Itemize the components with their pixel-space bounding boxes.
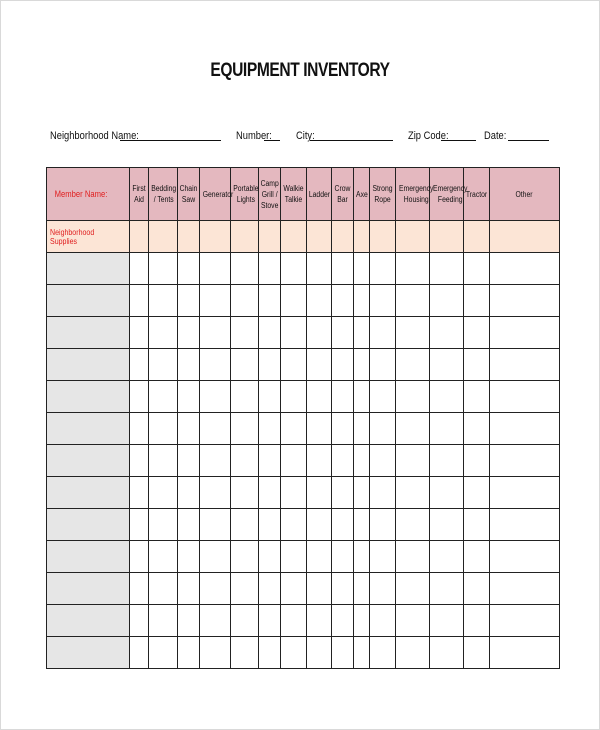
- member-name-cell[interactable]: [47, 541, 130, 573]
- table-cell[interactable]: [259, 381, 281, 413]
- table-cell[interactable]: [332, 541, 354, 573]
- table-cell[interactable]: [307, 413, 332, 445]
- table-cell[interactable]: [130, 253, 149, 285]
- table-cell[interactable]: [130, 637, 149, 669]
- table-cell[interactable]: [130, 413, 149, 445]
- table-row: [47, 445, 560, 477]
- table-cell[interactable]: [178, 445, 200, 477]
- table-cell[interactable]: [259, 317, 281, 349]
- table-cell[interactable]: [178, 477, 200, 509]
- table-cell[interactable]: [464, 541, 490, 573]
- table-cell[interactable]: [130, 477, 149, 509]
- table-cell[interactable]: [149, 637, 178, 669]
- number-label: Number:: [236, 130, 272, 142]
- table-cell[interactable]: [370, 317, 396, 349]
- table-cell[interactable]: [464, 605, 490, 637]
- table-cell[interactable]: [464, 253, 490, 285]
- column-header: Chain Saw: [178, 168, 200, 221]
- table-cell[interactable]: [231, 605, 259, 637]
- table-cell[interactable]: [281, 541, 307, 573]
- table-cell[interactable]: [259, 477, 281, 509]
- table-cell[interactable]: [281, 637, 307, 669]
- table-cell[interactable]: [430, 477, 464, 509]
- table-cell[interactable]: [396, 605, 430, 637]
- table-cell[interactable]: [307, 349, 332, 381]
- column-header: Camp Grill / Stove: [259, 168, 281, 221]
- zip-code-field[interactable]: [408, 130, 456, 142]
- table-row: [47, 413, 560, 445]
- table-cell[interactable]: [130, 605, 149, 637]
- table-cell[interactable]: [490, 253, 560, 285]
- table-row: [47, 509, 560, 541]
- table-cell[interactable]: [430, 541, 464, 573]
- table-cell[interactable]: [259, 445, 281, 477]
- table-cell[interactable]: [370, 381, 396, 413]
- table-cell[interactable]: [130, 221, 149, 253]
- table-cell[interactable]: [430, 253, 464, 285]
- column-header: Crow Bar: [332, 168, 354, 221]
- table-row: [47, 253, 560, 285]
- table-cell[interactable]: [332, 445, 354, 477]
- member-name-cell[interactable]: [47, 349, 130, 381]
- table-cell[interactable]: [149, 253, 178, 285]
- table-cell[interactable]: [430, 637, 464, 669]
- table-cell[interactable]: [490, 221, 560, 253]
- zip-code-line[interactable]: [441, 130, 476, 141]
- table-cell[interactable]: [281, 413, 307, 445]
- member-name-cell[interactable]: [47, 413, 130, 445]
- table-cell[interactable]: [332, 317, 354, 349]
- table-cell[interactable]: [178, 605, 200, 637]
- table-cell[interactable]: [307, 253, 332, 285]
- column-header: Axe: [354, 168, 370, 221]
- table-cell[interactable]: [259, 541, 281, 573]
- page-title: EQUIPMENT INVENTORY: [210, 60, 390, 81]
- table-cell[interactable]: [430, 573, 464, 605]
- table-cell[interactable]: [200, 285, 231, 317]
- inventory-table: [46, 167, 560, 669]
- table-cell[interactable]: [149, 349, 178, 381]
- table-cell[interactable]: [231, 349, 259, 381]
- table-cell[interactable]: [332, 573, 354, 605]
- table-cell[interactable]: [430, 317, 464, 349]
- table-row: [47, 541, 560, 573]
- table-cell[interactable]: [370, 221, 396, 253]
- table-cell[interactable]: [178, 637, 200, 669]
- table-cell[interactable]: [130, 317, 149, 349]
- table-cell[interactable]: [396, 477, 430, 509]
- table-cell[interactable]: [281, 573, 307, 605]
- table-cell[interactable]: [354, 253, 370, 285]
- table-cell[interactable]: [231, 573, 259, 605]
- table-row: [47, 637, 560, 669]
- table-cell[interactable]: [464, 477, 490, 509]
- table-cell[interactable]: [281, 605, 307, 637]
- table-cell[interactable]: [354, 573, 370, 605]
- table-cell[interactable]: [354, 637, 370, 669]
- table-cell[interactable]: [430, 381, 464, 413]
- header-fields: [50, 130, 560, 148]
- table-cell[interactable]: [200, 381, 231, 413]
- column-header: Bedding / Tents: [149, 168, 178, 221]
- table-cell[interactable]: [370, 285, 396, 317]
- date-line[interactable]: [508, 130, 549, 141]
- table-cell[interactable]: [354, 317, 370, 349]
- table-cell[interactable]: [130, 381, 149, 413]
- table-cell[interactable]: [200, 349, 231, 381]
- date-label: Date:: [484, 130, 507, 142]
- table-cell[interactable]: [464, 317, 490, 349]
- neighborhood-name-label: Neighborhood Name:: [50, 130, 139, 142]
- member-name-cell[interactable]: [47, 509, 130, 541]
- table-cell[interactable]: [281, 285, 307, 317]
- table-cell[interactable]: [354, 605, 370, 637]
- table-cell[interactable]: [178, 285, 200, 317]
- city-line[interactable]: [310, 130, 393, 141]
- table-row: [47, 285, 560, 317]
- column-header: Strong Rope: [370, 168, 396, 221]
- table-cell[interactable]: [200, 445, 231, 477]
- column-header: Walkie Talkie: [281, 168, 307, 221]
- table-cell[interactable]: [307, 541, 332, 573]
- table-cell[interactable]: [370, 253, 396, 285]
- table-cell[interactable]: [354, 221, 370, 253]
- table-cell[interactable]: [231, 509, 259, 541]
- table-cell[interactable]: [200, 509, 231, 541]
- member-name-cell[interactable]: [47, 381, 130, 413]
- column-header: First Aid: [130, 168, 149, 221]
- table-cell[interactable]: [490, 317, 560, 349]
- table-cell[interactable]: [281, 253, 307, 285]
- table-row: [47, 605, 560, 637]
- table-cell[interactable]: [281, 221, 307, 253]
- table-cell[interactable]: [231, 221, 259, 253]
- table-cell[interactable]: [354, 477, 370, 509]
- table-cell[interactable]: [370, 509, 396, 541]
- table-row: [47, 381, 560, 413]
- member-name-cell[interactable]: [47, 317, 130, 349]
- zip-code-label: Zip Code:: [408, 130, 449, 142]
- table-cell[interactable]: [259, 509, 281, 541]
- table-cell[interactable]: [332, 477, 354, 509]
- table-cell[interactable]: [396, 413, 430, 445]
- table-cell[interactable]: [332, 285, 354, 317]
- table-cell[interactable]: [200, 413, 231, 445]
- table-cell[interactable]: [307, 573, 332, 605]
- table-cell[interactable]: [490, 541, 560, 573]
- table-cell[interactable]: [370, 349, 396, 381]
- table-cell[interactable]: [490, 445, 560, 477]
- table-cell[interactable]: [430, 349, 464, 381]
- table-cell[interactable]: [396, 317, 430, 349]
- table-cell[interactable]: [231, 637, 259, 669]
- table-cell[interactable]: [354, 285, 370, 317]
- table-cell[interactable]: [370, 541, 396, 573]
- table-cell[interactable]: [370, 637, 396, 669]
- table-cell[interactable]: [130, 285, 149, 317]
- table-cell[interactable]: [490, 285, 560, 317]
- table-cell[interactable]: [396, 349, 430, 381]
- table-cell[interactable]: [332, 413, 354, 445]
- table-cell[interactable]: [370, 605, 396, 637]
- column-header: Emergency Housing: [396, 168, 430, 221]
- table-row: [47, 349, 560, 381]
- neighborhood-supplies-row: [47, 221, 560, 253]
- table-cell[interactable]: [307, 221, 332, 253]
- column-header: Other: [490, 168, 560, 221]
- table-cell[interactable]: [370, 573, 396, 605]
- table-cell[interactable]: [396, 637, 430, 669]
- table-cell[interactable]: [149, 413, 178, 445]
- table-cell[interactable]: [231, 477, 259, 509]
- table-cell[interactable]: [490, 605, 560, 637]
- member-name-cell[interactable]: [47, 573, 130, 605]
- table-cell[interactable]: [354, 413, 370, 445]
- table-cell[interactable]: [178, 573, 200, 605]
- table-cell[interactable]: [396, 445, 430, 477]
- table-cell[interactable]: [490, 349, 560, 381]
- column-header: Portable Lights: [231, 168, 259, 221]
- table-cell[interactable]: [396, 381, 430, 413]
- table-cell[interactable]: [178, 541, 200, 573]
- table-cell[interactable]: [354, 445, 370, 477]
- member-name-cell[interactable]: [47, 477, 130, 509]
- table-cell[interactable]: [259, 573, 281, 605]
- table-cell[interactable]: [430, 221, 464, 253]
- table-cell[interactable]: [490, 637, 560, 669]
- member-name-cell[interactable]: [47, 253, 130, 285]
- table-cell[interactable]: [307, 477, 332, 509]
- table-row: [47, 477, 560, 509]
- table-cell[interactable]: [259, 349, 281, 381]
- table-cell[interactable]: [200, 477, 231, 509]
- member-name-cell[interactable]: [47, 637, 130, 669]
- table-cell[interactable]: [149, 317, 178, 349]
- member-name-cell[interactable]: [47, 445, 130, 477]
- table-cell[interactable]: [464, 573, 490, 605]
- table-cell[interactable]: [370, 477, 396, 509]
- table-cell[interactable]: [259, 285, 281, 317]
- table-cell[interactable]: [231, 317, 259, 349]
- member-name-cell[interactable]: [47, 605, 130, 637]
- table-cell[interactable]: [464, 413, 490, 445]
- table-cell[interactable]: [149, 541, 178, 573]
- table-cell[interactable]: [430, 285, 464, 317]
- table-cell[interactable]: [281, 509, 307, 541]
- table-cell[interactable]: [149, 381, 178, 413]
- neighborhood-name-field[interactable]: [50, 130, 155, 142]
- table-cell[interactable]: [396, 253, 430, 285]
- table-cell[interactable]: [281, 381, 307, 413]
- table-cell[interactable]: [231, 253, 259, 285]
- city-label: City:: [296, 130, 315, 142]
- table-cell[interactable]: [259, 605, 281, 637]
- table-cell[interactable]: [354, 381, 370, 413]
- table-cell[interactable]: [178, 413, 200, 445]
- neighborhood-supplies-label: Neighborhood Supplies: [47, 221, 130, 253]
- table-cell[interactable]: [149, 573, 178, 605]
- table-cell[interactable]: [370, 413, 396, 445]
- member-name-header: Member Name:: [47, 168, 130, 221]
- column-header: Tractor: [464, 168, 490, 221]
- table-cell[interactable]: [354, 509, 370, 541]
- table-cell[interactable]: [200, 637, 231, 669]
- table-cell[interactable]: [307, 381, 332, 413]
- table-cell[interactable]: [307, 445, 332, 477]
- table-cell[interactable]: [307, 605, 332, 637]
- table-cell[interactable]: [231, 445, 259, 477]
- table-cell[interactable]: [149, 221, 178, 253]
- table-cell[interactable]: [130, 445, 149, 477]
- table-cell[interactable]: [231, 285, 259, 317]
- column-header: Ladder: [307, 168, 332, 221]
- table-cell[interactable]: [281, 445, 307, 477]
- table-cell[interactable]: [490, 381, 560, 413]
- table-cell[interactable]: [354, 349, 370, 381]
- table-cell[interactable]: [231, 381, 259, 413]
- table-cell[interactable]: [200, 605, 231, 637]
- city-field[interactable]: [296, 130, 318, 142]
- table-cell[interactable]: [259, 413, 281, 445]
- table-cell[interactable]: [149, 605, 178, 637]
- table-cell[interactable]: [370, 445, 396, 477]
- table-cell[interactable]: [430, 445, 464, 477]
- table-cell[interactable]: [178, 253, 200, 285]
- date-field[interactable]: [484, 130, 510, 142]
- table-cell[interactable]: [396, 509, 430, 541]
- table-cell[interactable]: [332, 349, 354, 381]
- table-cell[interactable]: [396, 221, 430, 253]
- table-cell[interactable]: [396, 285, 430, 317]
- table-row: [47, 573, 560, 605]
- table-cell[interactable]: [464, 445, 490, 477]
- number-field[interactable]: [236, 130, 278, 142]
- table-cell[interactable]: [430, 509, 464, 541]
- table-cell[interactable]: [307, 637, 332, 669]
- table-cell[interactable]: [178, 509, 200, 541]
- table-cell[interactable]: [332, 605, 354, 637]
- number-line[interactable]: [264, 130, 280, 141]
- member-name-cell[interactable]: [47, 285, 130, 317]
- table-cell[interactable]: [332, 381, 354, 413]
- table-cell[interactable]: [307, 509, 332, 541]
- table-cell[interactable]: [464, 349, 490, 381]
- table-cell[interactable]: [178, 221, 200, 253]
- table-cell[interactable]: [130, 509, 149, 541]
- table-cell[interactable]: [464, 381, 490, 413]
- table-cell[interactable]: [200, 253, 231, 285]
- member-rows: [47, 253, 560, 669]
- table-cell[interactable]: [307, 285, 332, 317]
- table-cell[interactable]: [130, 573, 149, 605]
- table-cell[interactable]: [307, 317, 332, 349]
- table-cell[interactable]: [259, 221, 281, 253]
- table-cell[interactable]: [178, 381, 200, 413]
- table-cell[interactable]: [396, 573, 430, 605]
- table-cell[interactable]: [281, 477, 307, 509]
- table-cell[interactable]: [354, 541, 370, 573]
- table-cell[interactable]: [200, 541, 231, 573]
- neighborhood-name-line[interactable]: [120, 130, 221, 141]
- table-cell[interactable]: [464, 285, 490, 317]
- table-cell[interactable]: [259, 253, 281, 285]
- table-cell[interactable]: [281, 349, 307, 381]
- table-cell[interactable]: [231, 541, 259, 573]
- table-cell[interactable]: [231, 413, 259, 445]
- table-cell[interactable]: [396, 541, 430, 573]
- table-cell[interactable]: [490, 413, 560, 445]
- table-cell[interactable]: [464, 637, 490, 669]
- header-row: [47, 168, 560, 221]
- table-cell[interactable]: [332, 253, 354, 285]
- table-cell[interactable]: [149, 285, 178, 317]
- table-cell[interactable]: [464, 509, 490, 541]
- table-cell[interactable]: [430, 413, 464, 445]
- table-cell[interactable]: [149, 509, 178, 541]
- table-cell[interactable]: [200, 317, 231, 349]
- table-cell[interactable]: [464, 221, 490, 253]
- table-cell[interactable]: [281, 317, 307, 349]
- column-header: Emergency Feeding: [430, 168, 464, 221]
- table-row: [47, 317, 560, 349]
- table-cell[interactable]: [332, 637, 354, 669]
- table-cell[interactable]: [200, 221, 231, 253]
- table-cell[interactable]: [200, 573, 231, 605]
- table-cell[interactable]: [490, 509, 560, 541]
- table-cell[interactable]: [149, 477, 178, 509]
- table-cell[interactable]: [430, 605, 464, 637]
- table-cell[interactable]: [490, 477, 560, 509]
- table-cell[interactable]: [332, 509, 354, 541]
- table-cell[interactable]: [178, 349, 200, 381]
- table-cell[interactable]: [332, 221, 354, 253]
- table-cell[interactable]: [130, 349, 149, 381]
- table-cell[interactable]: [178, 317, 200, 349]
- table-cell[interactable]: [149, 445, 178, 477]
- column-header: Generator: [200, 168, 231, 221]
- table-cell[interactable]: [259, 637, 281, 669]
- table-cell[interactable]: [130, 541, 149, 573]
- table-cell[interactable]: [490, 573, 560, 605]
